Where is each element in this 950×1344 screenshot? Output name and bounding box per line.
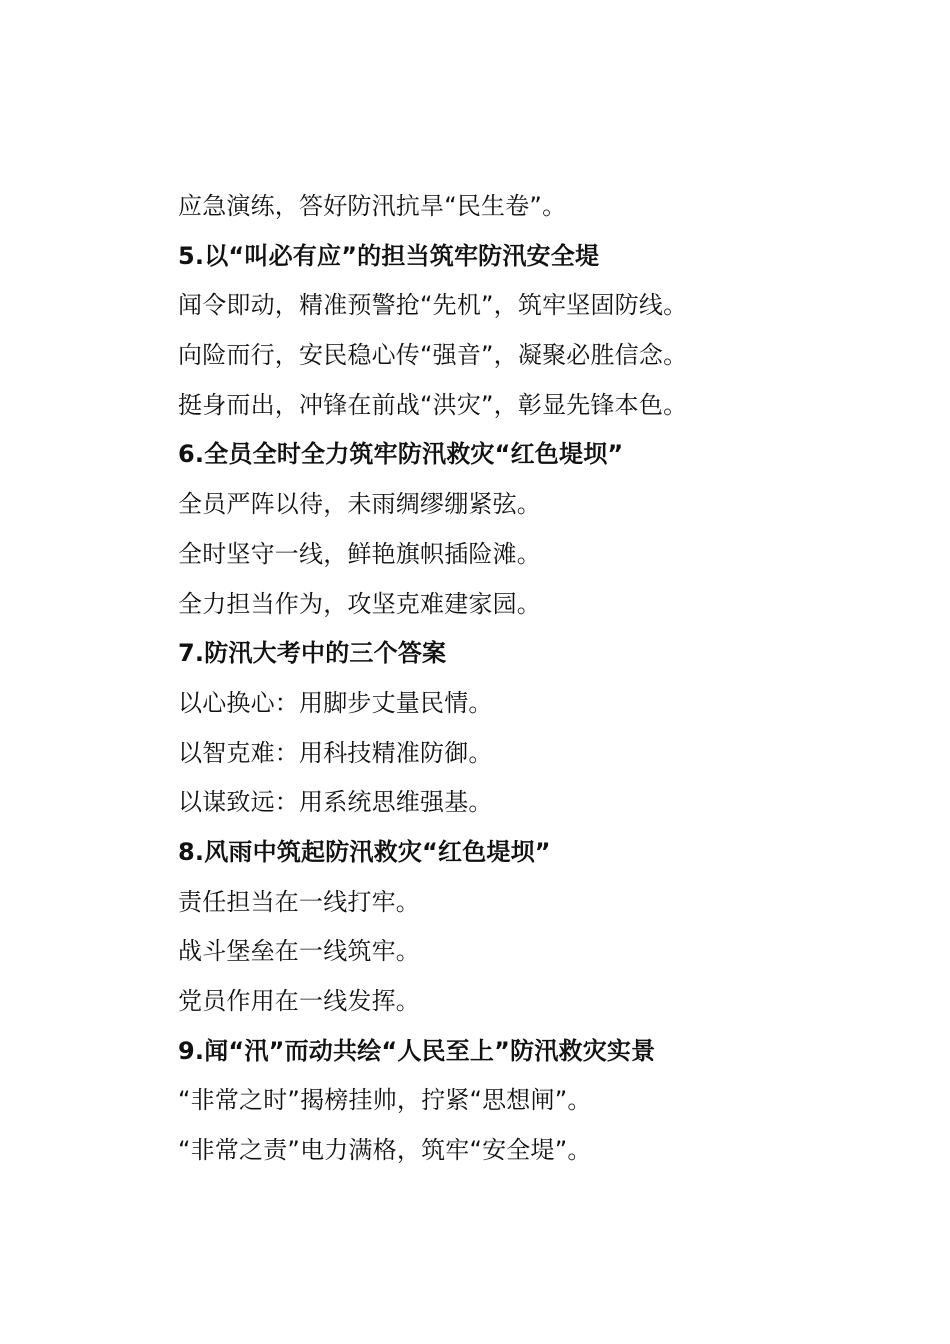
document-body <box>178 182 878 1176</box>
paragraph-line: 向险而行，安民稳心传“强音”，凝聚必胜信念。 <box>178 341 688 370</box>
paragraph-line: 责任担当在一线打牢。 <box>178 887 420 916</box>
section-heading-5: 5.以“叫必有应”的担当筑牢防汛安全堤 <box>178 241 600 270</box>
paragraph-line: 全时坚守一线，鲜艳旗帜插险滩。 <box>178 539 541 568</box>
section-heading-7: 7.防汛大考中的三个答案 <box>178 639 447 668</box>
paragraph-line: 党员作用在一线发挥。 <box>178 987 420 1015</box>
paragraph-line: 应急演练，答好防汛抗旱“民生卷”。 <box>178 192 567 220</box>
paragraph-line: 战斗堡垒在一线筑牢。 <box>178 937 420 966</box>
paragraph-line: 挺身而出，冲锋在前战“洪灾”，彰显先锋本色。 <box>178 390 688 419</box>
paragraph-line: 全力担当作为，攻坚克难建家园。 <box>178 589 541 618</box>
paragraph-line: 全员严阵以待，未雨绸缪绷紧弦。 <box>178 490 541 519</box>
section-heading-9: 9.闻“汛”而动共绘“人民至上”防汛救灾实景 <box>178 1036 656 1065</box>
section-heading-8: 8.风雨中筑起防汛救灾“红色堤坝” <box>178 837 551 866</box>
paragraph-line: 以谋致远：用系统思维强基。 <box>178 788 493 817</box>
paragraph-line: 以智克难：用科技精准防御。 <box>178 738 493 767</box>
paragraph-line: “非常之责”电力满格，筑牢“安全堤”。 <box>178 1136 592 1165</box>
section-heading-6: 6.全员全时全力筑牢防汛救灾“红色堤坝” <box>178 440 624 469</box>
paragraph-line: 以心换心：用脚步丈量民情。 <box>178 688 493 717</box>
paragraph-line: “非常之时”揭榜挂帅，拧紧“思想闸”。 <box>178 1086 592 1115</box>
paragraph-line: 闻令即动，精准预警抢“先机”，筑牢坚固防线。 <box>178 291 688 320</box>
